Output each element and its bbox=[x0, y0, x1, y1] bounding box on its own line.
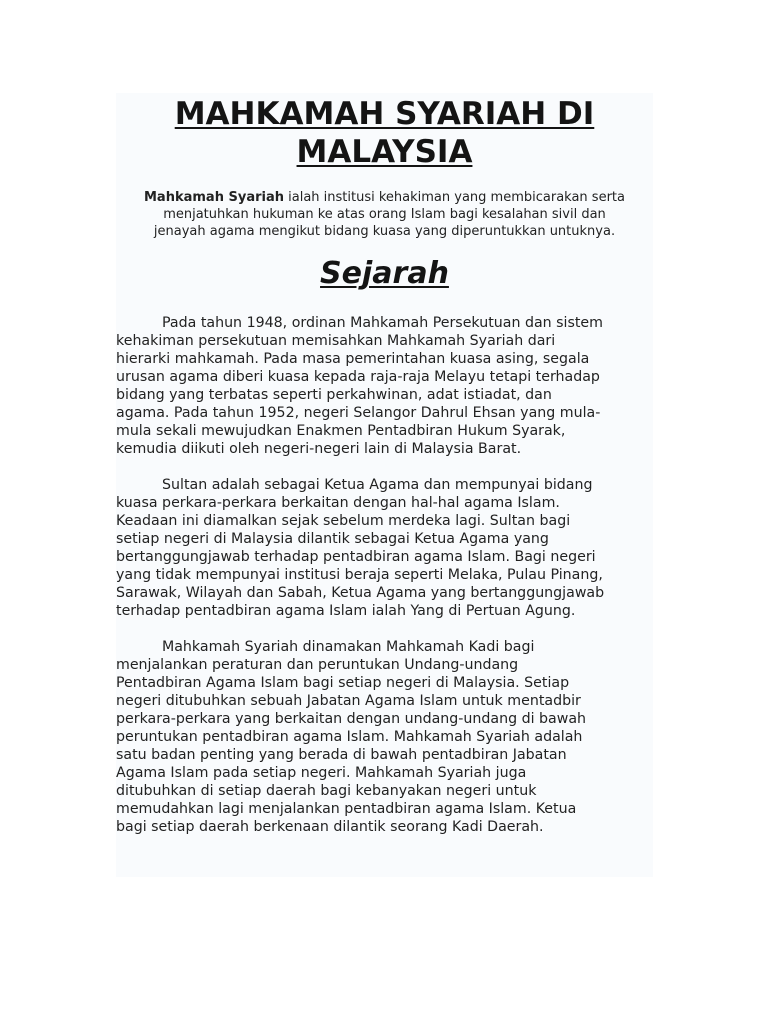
paragraph-line: urusan agama diberi kuasa kepada raja-raja Melayu tetapi terhadap bbox=[116, 369, 600, 385]
paragraph-line: memudahkan lagi menjalankan pentadbiran agama Islam. Ketua bbox=[116, 801, 577, 817]
paragraph-line: yang tidak mempunyai institusi beraja seperti Melaka, Pulau Pinang, bbox=[116, 567, 603, 583]
paragraph-line: kemudia diikuti oleh negeri-negeri lain di Malaysia Barat. bbox=[116, 441, 522, 457]
intro-line-1: ialah institusi kehakiman yang membicarakan serta bbox=[284, 190, 625, 205]
paragraph-line: Pada tahun 1948, ordinan Mahkamah Persekutuan dan sistem bbox=[162, 315, 603, 331]
paragraph-line: satu badan penting yang berada di bawah pentadbiran Jabatan bbox=[116, 747, 567, 763]
intro-bold-term: Mahkamah Syariah bbox=[144, 190, 284, 205]
intro-line-3: jenayah agama mengikut bidang kuasa yang diperuntukkan untuknya. bbox=[153, 224, 616, 239]
paragraph-line: bagi setiap daerah berkenaan dilantik seorang Kadi Daerah. bbox=[116, 819, 544, 835]
intro-paragraph bbox=[116, 189, 653, 240]
paragraph-line: negeri ditubuhkan sebuah Jabatan Agama Islam untuk mentadbir bbox=[116, 693, 581, 709]
paragraph-line: Keadaan ini diamalkan sejak sebelum merdeka lagi. Sultan bagi bbox=[116, 513, 571, 529]
paragraph-line: bertanggungjawab terhadap pentadbiran agama Islam. Bagi negeri bbox=[116, 549, 596, 565]
paragraph-line: agama. Pada tahun 1952, negeri Selangor Dahrul Ehsan yang mula- bbox=[116, 405, 601, 421]
paragraph-line: kehakiman persekutuan memisahkan Mahkamah Syariah dari bbox=[116, 333, 556, 349]
body-paragraph-3 bbox=[116, 638, 649, 836]
section-heading: Sejarah bbox=[320, 256, 449, 291]
document-page bbox=[116, 93, 653, 877]
paragraph-line: mula sekali mewujudkan Enakmen Pentadbiran Hukum Syarak, bbox=[116, 423, 566, 439]
paragraph-line: bidang yang terbatas seperti perkahwinan, adat istiadat, dan bbox=[116, 387, 552, 403]
body-paragraph-2 bbox=[116, 476, 649, 620]
paragraph-line: menjalankan peraturan dan peruntukan Undang-undang bbox=[116, 657, 519, 673]
intro-line-2: menjatuhkan hukuman ke atas orang Islam bagi kesalahan sivil dan bbox=[163, 207, 606, 222]
paragraph-line: kuasa perkara-perkara berkaitan dengan hal-hal agama Islam. bbox=[116, 495, 560, 511]
body-paragraph-1 bbox=[116, 314, 649, 458]
paragraph-line: Sarawak, Wilayah dan Sabah, Ketua Agama yang bertanggungjawab bbox=[116, 585, 605, 601]
paragraph-line: peruntukan pentadbiran agama Islam. Mahkamah Syariah adalah bbox=[116, 729, 583, 745]
document-title bbox=[116, 95, 653, 171]
paragraph-line: ditubuhkan di setiap daerah bagi kebanyakan negeri untuk bbox=[116, 783, 537, 799]
title-line-1: MAHKAMAH SYARIAH DI bbox=[174, 96, 595, 132]
paragraph-line: perkara-perkara yang berkaitan dengan undang-undang di bawah bbox=[116, 711, 587, 727]
paragraph-line: setiap negeri di Malaysia dilantik sebagai Ketua Agama yang bbox=[116, 531, 549, 547]
paragraph-line: Mahkamah Syariah dinamakan Mahkamah Kadi bagi bbox=[162, 639, 535, 655]
paragraph-line: hierarki mahkamah. Pada masa pemerintahan kuasa asing, segala bbox=[116, 351, 590, 367]
paragraph-line: Pentadbiran Agama Islam bagi setiap negeri di Malaysia. Setiap bbox=[116, 675, 570, 691]
paragraph-line: Agama Islam pada setiap negeri. Mahkamah Syariah juga bbox=[116, 765, 527, 781]
paragraph-line: terhadap pentadbiran agama Islam ialah Yang di Pertuan Agung. bbox=[116, 603, 576, 619]
paragraph-line: Sultan adalah sebagai Ketua Agama dan mempunyai bidang bbox=[162, 477, 593, 493]
title-line-2: MALAYSIA bbox=[296, 134, 473, 170]
